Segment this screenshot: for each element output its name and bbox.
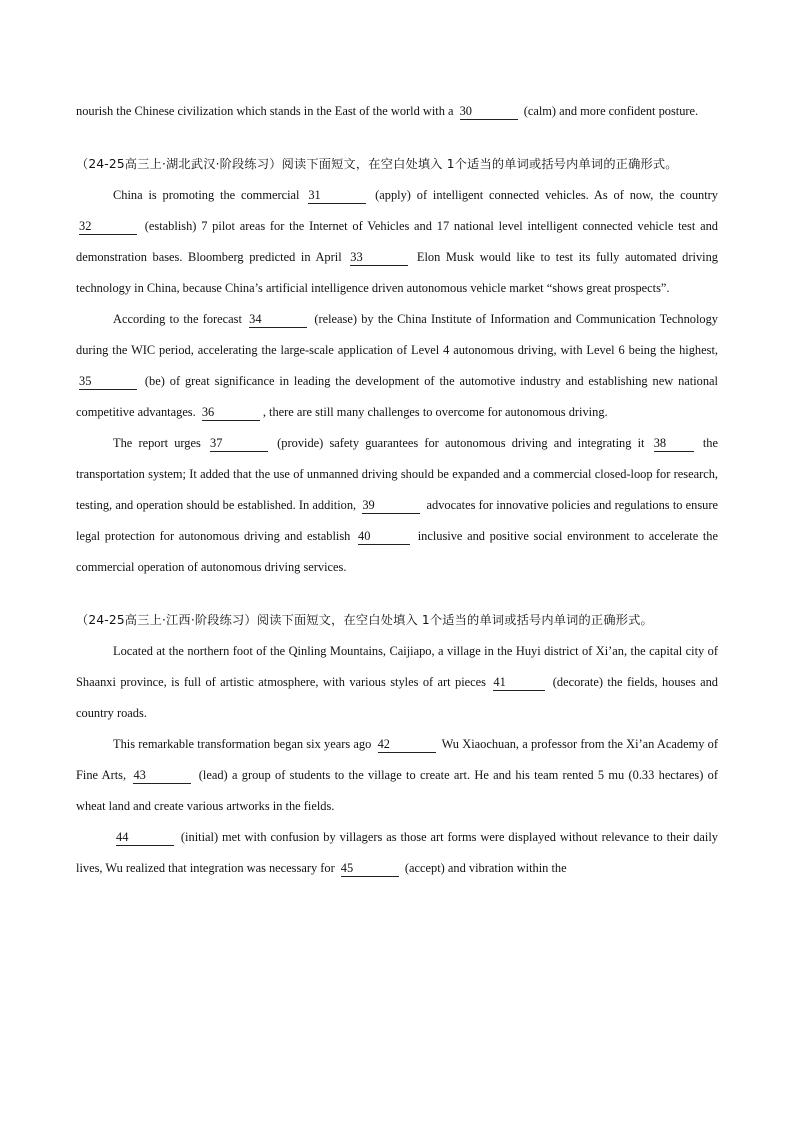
- passage2-heading: （24-25高三上·江西·阶段练习）阅读下面短文，在空白处填入 1个适当的单词或括号内单词的正确形式。: [76, 613, 653, 627]
- blank-37[interactable]: 37: [210, 436, 268, 452]
- passage1-paragraph-2: According to the forecast 34 (release) by the China Institute of Information and Communication Technology during the WIC period, accelerating the large-scale application of Level 4 autonomous driving, with Level 6 being the highest, 35 (be) of great significance in leading the development of the automotive industry and establishing new national competitive advantages. 36 , there are still many challenges to overcome for autonomous driving.: [76, 312, 718, 419]
- blank-33[interactable]: 33: [350, 250, 408, 266]
- blank-38[interactable]: 38: [654, 436, 694, 452]
- blank-39[interactable]: 39: [362, 498, 420, 514]
- passage2-paragraph-2: This remarkable transformation began six years ago 42 Wu Xiaochuan, a professor from the Xi’an Academy of Fine Arts, 43 (lead) a group of students to the village to create art. He and his team rented 5 mu (0.33 hectares) of wheat land and create various artworks in the fields.: [76, 737, 718, 813]
- blank-42[interactable]: 42: [378, 737, 436, 753]
- blank-34[interactable]: 34: [249, 312, 307, 328]
- blank-45[interactable]: 45: [341, 861, 399, 877]
- passage2-paragraph-3: 44 (initial) met with confusion by villagers as those art forms were displayed without relevance to their daily lives, Wu realized that integration was necessary for 45 (accept) and vibration within the: [76, 830, 718, 875]
- blank-41[interactable]: 41: [493, 675, 545, 691]
- blank-44[interactable]: 44: [116, 830, 174, 846]
- blank-40[interactable]: 40: [358, 529, 410, 545]
- blank-32[interactable]: 32: [79, 219, 137, 235]
- document-page: [76, 96, 718, 884]
- blank-35[interactable]: 35: [79, 374, 137, 390]
- blank-30[interactable]: 30: [460, 104, 518, 120]
- blank-31[interactable]: 31: [308, 188, 366, 204]
- blank-36[interactable]: 36: [202, 405, 260, 421]
- passage1-paragraph-3: The report urges 37 (provide) safety guarantees for autonomous driving and integrating it 38 the transportation system; It added that the use of unmanned driving should be expanded and a commercial closed-loop for research, testing, and operation should be established. In addition, 39 advocates for innovative policies and regulations to ensure legal protection for autonomous driving and establish 40 inclusive and positive social environment to accelerate the commercial operation of autonomous driving services.: [76, 436, 719, 574]
- passage2-paragraph-1: Located at the northern foot of the Qinling Mountains, Caijiapo, a village in the Huyi district of Xi’an, the capital city of Shaanxi province, is full of artistic atmosphere, with various styles of art pieces 41 (decorate) the fields, houses and country roads.: [76, 644, 718, 720]
- blank-43[interactable]: 43: [133, 768, 191, 784]
- intro-paragraph: nourish the Chinese civilization which stands in the East of the world with a 30 (calm) and more confident posture.: [76, 104, 699, 118]
- passage1-paragraph-1: China is promoting the commercial 31 (apply) of intelligent connected vehicles. As of now, the country 32 (establish) 7 pilot areas for the Internet of Vehicles and 17 national level intelligent connected vehicle test and demonstration bases. Bloomberg predicted in April 33 Elon Musk would like to test its fully automated driving technology in China, because China’s artificial intelligence driven autonomous vehicle market “shows great prospects”.: [76, 188, 718, 295]
- passage1-heading: （24-25高三上·湖北武汉·阶段练习）阅读下面短文，在空白处填入 1个适当的单词或括号内单词的正确形式。: [76, 157, 678, 171]
